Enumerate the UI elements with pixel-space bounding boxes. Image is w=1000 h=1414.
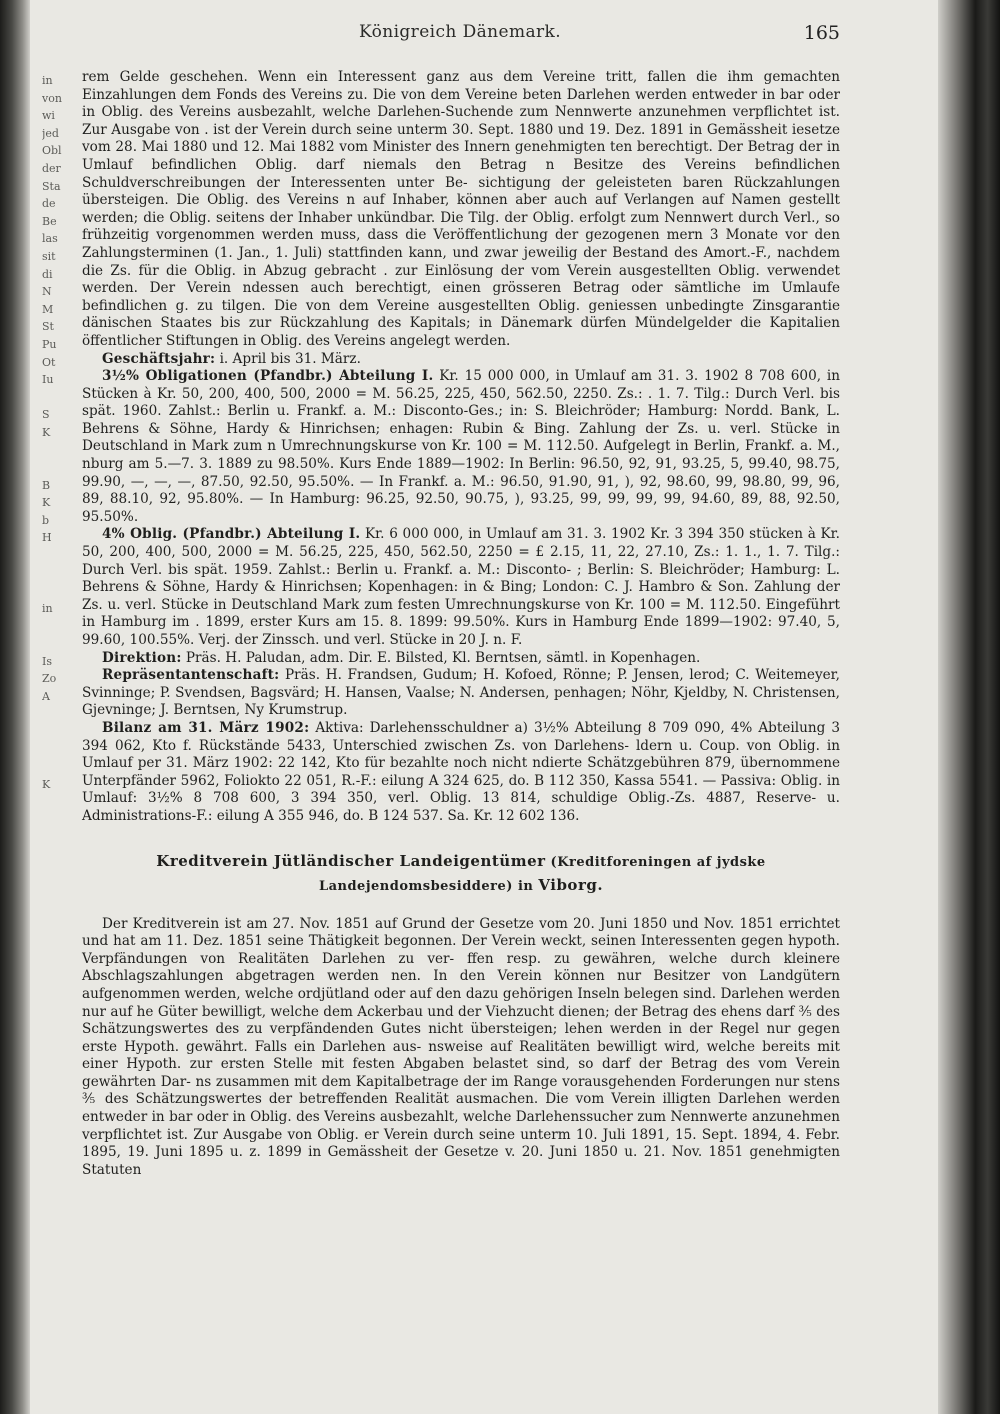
margin-fragment: von [42, 91, 62, 105]
bond-issue-2 [82, 526, 840, 649]
margin-fragment: N [42, 285, 52, 299]
margin-fragment [42, 389, 72, 407]
page-number: 165 [803, 22, 840, 44]
margin-fragment [42, 617, 72, 635]
running-title: Königreich Dänemark. [358, 22, 562, 42]
section-title [82, 850, 840, 898]
margin-fragment [42, 459, 72, 477]
margin-fragment: S [42, 408, 50, 422]
margin-fragment [42, 705, 72, 723]
margin-fragment: K [42, 777, 51, 791]
subheading: Geschäftsjahr: [102, 350, 216, 367]
text: Präs. H. Frandsen, Gudum; H. Kofoed, Rönne; P. Jensen, lerod; C. Weitemeyer, Svinninge; P. Svendsen, Bagsvärd; H. Hansen, Vaalse; N. Andersen, penhagen; Nöhr, Kjeldby, N. Christensen, Gjevninge; J. Berntsen, Ny Krumstrup. [82, 667, 840, 719]
margin-fragment: Pu [42, 337, 57, 351]
binding-shadow-left [0, 0, 30, 1414]
subheading: Repräsentantenschaft: [102, 667, 280, 684]
bond-issue-1 [82, 368, 840, 526]
subheading: Direktion: [102, 649, 182, 666]
margin-fragment: in [42, 601, 53, 615]
margin-fragment: M [42, 302, 54, 316]
margin-fragment [42, 635, 72, 653]
margin-fragment: K [42, 425, 51, 439]
page-edge-right [938, 0, 1000, 1414]
margin-fragment: di [42, 267, 53, 281]
margin-fragment: las [42, 232, 58, 246]
margin-fragment: Be [42, 214, 57, 228]
body-text [82, 69, 840, 1179]
margin-fragment: Ot [42, 355, 56, 369]
text: Aktiva: Darlehensschuldner a) 3½% Abteilung 8 709 090, 4% Abteilung 3 394 062, Kto f. Rückstände 5433, Unterschied zwischen Zs. von Darlehens- ldern u. Coup. von Oblig. in Umlauf per 31. März 1902: 22 142, Kto für bezahlte noch nicht ndierte Schätzgebühren 879, übernommene Unterpfänder 5962, Foliokto 22 051, R.-F.: eilung A 324 625, do. B 112 350, Kassa 5541. — Passiva: Oblig. in Umlauf: 3½% 8 708 600, 3 394 350, verl. Oblig. 13 814, schuldige Oblig.-Zs. 4887, Reserve- u. Administrations-F.: eilung A 355 946, do. B 124 537. Sa. Kr. 12 602 136. [82, 719, 840, 824]
text: Kr. 6 000 000, in Umlauf am 31. 3. 1902 Kr. 3 394 350 stücken à Kr. 50, 200, 400, 500, 2000 = M. 56.25, 225, 450, 562.50, 2250 = £ 2.15, 11, 22, 27.10, Zs.: 1. 1., 1. 7. Tilg.: Durch Verl. bis spät. 1959. Zahlst.: Berlin u. Frankf. a. M.: Disconto- ; Berlin: S. Bleichröder; Hamburg: L. Behrens & Söhne, Hardy & Hinrichsen; Kopenhagen: in & Bing; London: C. J. Hambro & Son. Zahlung der Zs. u. verl. Stücke in Deutschland Mark zum festen Umrechnungskurse von Kr. 100 = M. 112.50. Eingeführt in Hamburg im . 1899, erster Kurs am 15. 8. 1899: 99.50%. Kurs in Hamburg Ende 1899—1902: 97.40, 5, 99.60, 100.55%. Verj. der Zinssch. und verl. Stücke in 20 J. n. F. [82, 526, 840, 648]
margin-fragment: de [42, 197, 56, 211]
margin-fragment [42, 441, 72, 459]
margin-fragment: K [42, 496, 51, 510]
balance-sheet [82, 720, 840, 826]
representatives [82, 667, 840, 720]
text: Kr. 15 000 000, in Umlauf am 31. 3. 1902 8 708 600, in Stücken à Kr. 50, 200, 400, 500, 2000 = M. 56.25, 225, 450, 562.50, 2250. Zs.: . 1. 7. Tilg.: Durch Verl. bis spät. 1960. Zahlst.: Berlin u. Frankf. a. M.: Disconto-Ges.; in: S. Bleichröder; Hamburg: Nordd. Bank, L. Behrens & Söhne, Hardy & Hinrichsen; enhagen: Rubin & Bing. Zahlung der Zs. u. verl. Stücke in Deutschland in Mark zum n Umrechnungskurse von Kr. 100 = M. 112.50. Aufgelegt in Berlin, Frankf. a. M., nburg am 5.—7. 3. 1889 zu 98.50%. Kurs Ende 1889—1902: In Berlin: 96.50, 92, 91, 93.25, 5, 99.40, 98.75, 99.90, —, —, —, 87.50, 92.50, 95.50%. — In Frankf. a. M.: 96.50, 91.90, 91, ), 92, 98.60, 99, 98.80, 99, 96, 89, 88.10, 92, 95.80%. — In Hamburg: 96.25, 92.50, 90.75, ), 93.25, 99, 99, 99, 99, 94.60, 89, 88, 92.50, 95.50%. [82, 368, 840, 525]
section-title-place: Viborg. [538, 875, 604, 894]
subheading: Bilanz am 31. März 1902: [102, 719, 310, 736]
margin-fragment: Iu [42, 373, 54, 387]
subheading: 3½% Obligationen (Pfandbr.) Abteilung I. [102, 368, 434, 385]
adjacent-page-fragments [42, 72, 72, 793]
paragraph: Der Kreditverein ist am 27. Nov. 1851 auf Grund der Gesetze vom 20. Juni 1850 und Nov. 1851 errichtet und hat am 11. Dez. 1851 seine Thätigkeit begonnen. Der Verein weckt, seinen Interessenten gegen hypoth. Verpfändungen von Realitäten Darlehen zu ver- ffen resp. zu gewähren, welche durch kleinere Abschlagszahlungen abgetragen werden nen. In den Verein können nur Besitzer von Landgütern aufgenommen werden, welche ordjütland oder auf den dazu gehörigen Inseln belegen sind. Darlehen werden nur auf he Güter bewilligt, welche dem Ackerbau und der Viehzucht dienen; der Betrag des ehens darf ⅗ des Schätzungswertes des zu verpfändenden Gutes nicht übersteigen; lehen werden in der Regel nur gegen erste Hypoth. gewährt. Falls ein Darlehen aus- nsweise auf Realitäten bewilligt wird, welche bereits mit einer Hypoth. zur ersten Stelle mit festen Abgaben belastet sind, so darf der Betrag des vom Verein gewährten Dar- ns zusammen mit dem Kapitalbetrage der im Range vorausgehenden Forderungen nur stens ⅗ des Schätzungswertes der betreffenden Realität ausmachen. Die vom Verein illigten Darlehen werden entweder in bar oder in Oblig. des Vereins ausbezahlt, welche Darlehenssucher zum Nennwerte anzunehmen verpflichtet ist. Zur Ausgabe von Oblig. er Verein durch seine unterm 10. Juli 1891, 15. Sept. 1894, 4. Febr. 1895, 19. Juni 1895 u. z. 1899 in Gemässheit der Gesetze v. 20. Juni 1850 u. 21. Nov. 1851 genehmigten Statuten [82, 915, 840, 1178]
margin-fragment [42, 547, 72, 565]
margin-fragment: jed [42, 126, 59, 140]
text: Präs. H. Paludan, adm. Dir. E. Bilsted, Kl. Berntsen, sämtl. in Kopenhagen. [181, 649, 701, 666]
section-title-in: in [512, 878, 539, 894]
page-header [80, 22, 840, 46]
margin-fragment [42, 758, 72, 776]
margin-fragment: sit [42, 249, 56, 263]
margin-fragment: Is [42, 654, 52, 668]
margin-fragment: A [42, 689, 50, 703]
margin-fragment: wi [42, 109, 55, 123]
margin-fragment: Zo [42, 672, 57, 686]
margin-fragment: H [42, 531, 52, 545]
margin-fragment: Sta [42, 179, 61, 193]
section-title-danish: (Kreditforeningen af jydske Landejendomsbesiddere) [318, 854, 766, 894]
section-title-main: Kreditverein Jütländischer Landeigentümer [156, 851, 546, 870]
margin-fragment [42, 723, 72, 741]
subheading: 4% Oblig. (Pfandbr.) Abteilung I. [102, 526, 361, 543]
margin-fragment: B [42, 478, 51, 492]
margin-fragment [42, 582, 72, 600]
margin-fragment: b [42, 513, 50, 527]
margin-fragment: in [42, 74, 53, 87]
text: i. April bis 31. März. [215, 350, 361, 367]
margin-fragment: St [42, 320, 54, 334]
fiscal-year [82, 351, 840, 369]
paragraph: rem Gelde geschehen. Wenn ein Interessent ganz aus dem Vereine tritt, fallen die ihm gemachten Einzahlungen dem Fonds des Vereins zu. Die von dem Vereine beten Darlehen werden entweder in bar oder in Oblig. des Vereins ausbezahlt, welche Darlehen-Suchende zum Nennwerte anzunehmen verpflichtet ist. Zur Ausgabe von . ist der Verein durch seine unterm 30. Sept. 1880 und 19. Dez. 1891 in Gemässheit iesetze vom 28. Mai 1880 und 12. Mai 1882 vom Minister des Innern genehmigten ten berechtigt. Der Betrag der in Umlauf befindlichen Oblig. darf niemals den Betrag n Besitze des Vereins befindlichen Schuldverschreibungen der Interessenten unter Be- sichtigung der geleisteten baren Rückzahlungen übersteigen. Die Oblig. des Vereins n auf Inhaber, können aber auch auf Verlangen auf Namen gestellt werden; die Oblig. seitens der Inhaber unkündbar. Die Tilg. der Oblig. erfolgt zum Nennwert durch Verl., so frühzeitig vorgenommen werden muss, dass die Veröffentlichung der gezogenen mern 3 Monate vor den Zahlungsterminen (1. Jan., 1. Juli) stattfinden kann, und zwar jeweilig der Bestand des Amort.-F., nachdem die Zs. für die Oblig. in Abzug gebracht . zur Einlösung der vom Verein ausgestellten Oblig. verwendet werden. Der Verein ndessen auch berechtigt, einen grösseren Betrag oder sämtliche im Umlaufe befindlichen g. zu tilgen. Die von dem Vereine ausgestellten Oblig. geniessen unbedingte Zinsgarantie dänischen Staates bis zur Rückzahlung des Kapitals; in Dänemark dürfen Mündelgelder die Kapitalien öffentlicher Stiftungen in Oblig. des Vereins angelegt werden. [82, 69, 840, 349]
margin-fragment [42, 741, 72, 759]
board-of-directors [82, 650, 840, 668]
margin-fragment: Obl [42, 144, 62, 158]
margin-fragment: der [42, 161, 61, 175]
margin-fragment [42, 565, 72, 583]
